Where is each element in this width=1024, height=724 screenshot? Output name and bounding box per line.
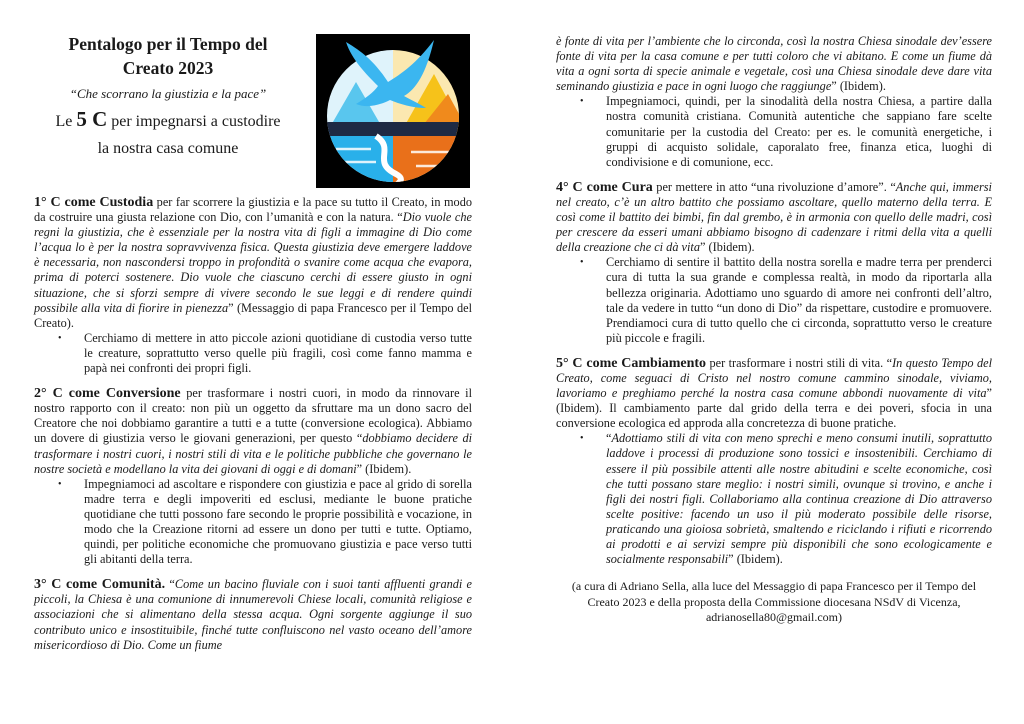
section-heading: 4° C come Cura [556,179,653,195]
left-column [34,0,472,653]
section-conversione: 2° C come Conversione per trasformare i nostri cuori, in modo da rinnovare il nostro rapporto con il creato: non più un oggetto da sfruttare ma un dono sacro del Creatore che noi dobbiamo garantire a tutti e a tutte (conversione ecologica). Abbiamo un dovere di giustizia verso le giovani generazioni, per questo “dobbiamo decidere di trasformare i nostri cuori, i nostri stili di vita e le politiche pubbliche che governano le nostre società e modellano la vita dei giovani di oggi e di domani” (Ibidem). [34,386,473,476]
list-item: • “Adottiamo stili di vita con meno sprechi e meno consumi inutili, soprattutto laddove i processi di produzione sono tossici e insostenibili. Cerchiamo di essere il più possibile attenti alle nostre abitudini e scelte economiche, così che tutti possano stare meglio: i nostri simili, ovunque si trovino, e anche i figli dei nostri figli. Collaboriamo alla continua creazione di Dio attraverso scelte positive: facendo un uso il più moderato possibile delle risorse, praticando una gioiosa sobrietà, smaltendo e riciclando i rifiuti e ricorrendo ai prodotti e ai servizi sempre più disponibili che sono ecologicamente e socialmente responsabili” (Ibidem). [580,431,992,567]
section-cura: 4° C come Cura per mettere in atto “una rivoluzione d’amore”. “Anche qui, immersi nel creato, c’è un altro battito che possiamo ascoltare, quello materno della terra. E così come il battito dei bimbi, fin dal grembo, è in armonia con quello delle madri, così per crescere da esseri umani abbiamo bisogno di cadenzare i ritmi della vita a quelli della creazione che ci dà vita” (Ibidem). [556,179,992,255]
section-custodia: 1° C come Custodia per far scorrere la giustizia e la pace su tutto il Creato, in modo da costruire una giusta relazione con Dio, con l’umanità e con la natura. “Dio vuole che regni la giustizia, che è essenziale per la nostra vita di figli a immagine di Dio come l’acqua lo è per la nostra sopravvivenza fisica. Questa giustizia deve emergere laddove è necessaria, non nascondersi troppo in profondità o svanire come acqua che evapora, prima di poterci sostenere. Dio vuole che ciascuno cerchi di essere giusto in ogni situazione, che si sforzi sempre di vivere secondo le sue leggi e di rendere quindi possibile alla vita di fiorire in pienezza” (Messaggio di papa Francesco per il Tempo del Creato). [34,195,472,330]
motto: “Che scorrano la giustizia e la pace” [69,86,267,101]
section-heading: 3° C come Comunità. [34,577,166,593]
section-cambiamento: 5° C come Cambiamento per trasformare i nostri stili di vita. “In questo Tempo del Creato, come seguaci di Cristo nel nostro comune cammino sinodale, viviamo, lavoriamo e preghiamo perché la nostra casa comune abbondi nuovamente di vita” (Ibidem). Il cambiamento parte dal grido della terra e dei poveri, sfocia in una conversione ecologica ed approda alla concretezza di buone pratiche. [556,355,992,431]
bullet-icon: • [58,332,62,344]
section-comunita: 3° C come Comunità. “Come un bacino fluviale con i suoi tanti affluenti grandi e piccoli, la Chiesa è una comunione di innumerevoli Chiese locali, comunità religiose e associazioni che si alimentano della stessa acqua. Ogni sorgente aggiunge il suo contributo unico e insostituibile, finché tutte confluiscono nel vasto oceano dell’amore misericordioso di Dio. Come un fiume [34,577,472,652]
bullet-icon: • [580,96,584,108]
header [34,0,472,195]
dove-river-logo-icon [316,34,470,188]
section-heading: 2° C come Conversione [34,386,181,402]
list-item: • Cerchiamo di sentire il battito della nostra sorella e madre terra per prenderci cura di tutta la sua grande e complessa realtà, in modo da riportarla alla bellezza originaria. Adottiamo uno sguardo di amore nei confronti dell’altro, tale da vedere in tutto “un dono di Dio” da rispettare, custodire e promuovere. Prendiamoci cura di tutto quello che ci circonda, soprattutto verso le creature più piccole e fragili. [580,255,992,345]
list-item: • Impegniamoci, quindi, per la sinodalità della nostra Chiesa, a partire dalla nostra comunità cristiana. Comunità autentiche che sappiano fare scelte comunitarie per la custodia del Creato: per es. le comunità energetiche, i gruppi di acquisto solidale, caporalato free, finanza etica, luoghi di condivisione e di comunione, ecc. [580,94,992,169]
list-item: • Cerchiamo di mettere in atto piccole azioni quotidiane di custodia verso tutte le creature, soprattutto verso quelle più fragili, così come fanno mamma e papà nei confronti dei propri figli. [58,330,472,376]
list-item: • Impegniamoci ad ascoltare e rispondere con giustizia e pace al grido di sorella madre terra e degli impoveriti ed esclusi, mediante le buone pratiche quotidiane che tutti possono fare secondo le proprie possibilità e vocazione, in modo che la Creazione ritorni ad essere un dono per tutti e tutte. Optiamo, quindi, per politiche economiche che promuovano giustizia e pace verso tutti gli abitanti della terra. [58,476,472,567]
credit-note: (a cura di Adriano Sella, alla luce del Messaggio di papa Francesco per il Tempo del Creato 2023 e della proposta della Commissione diocesana NSdV di Vicenza, adrianosella80@gmail.com) [571,579,977,625]
five-c-highlight: 5 C [76,107,108,131]
section-heading: 5° C come Cambiamento [556,355,707,371]
page-title: Pentalogo per il Tempo del Creato 2023 [68,34,268,78]
title-block [34,32,302,162]
right-column [556,34,992,626]
bullet-icon: • [580,433,584,445]
bullet-icon: • [580,257,584,269]
section-comunita-continued: è fonte di vita per l’ambiente che lo circonda, così la nostra Chiesa sinodale dev’essere fonte di vita per la casa comune e per tutti coloro che vi abitano. E come un fiume dà vita a ogni sorta di specie animale e vegetale, così una Chiesa sinodale deve dare vita seminando giustizia e pace in ogni luogo che raggiunge” (Ibidem). [556,34,992,94]
subtitle: Le 5 C per impegnarsi a custodire la nostra casa comune [55,107,281,157]
bullet-icon: • [58,478,62,490]
section-heading: 1° C come Custodia [34,195,154,210]
